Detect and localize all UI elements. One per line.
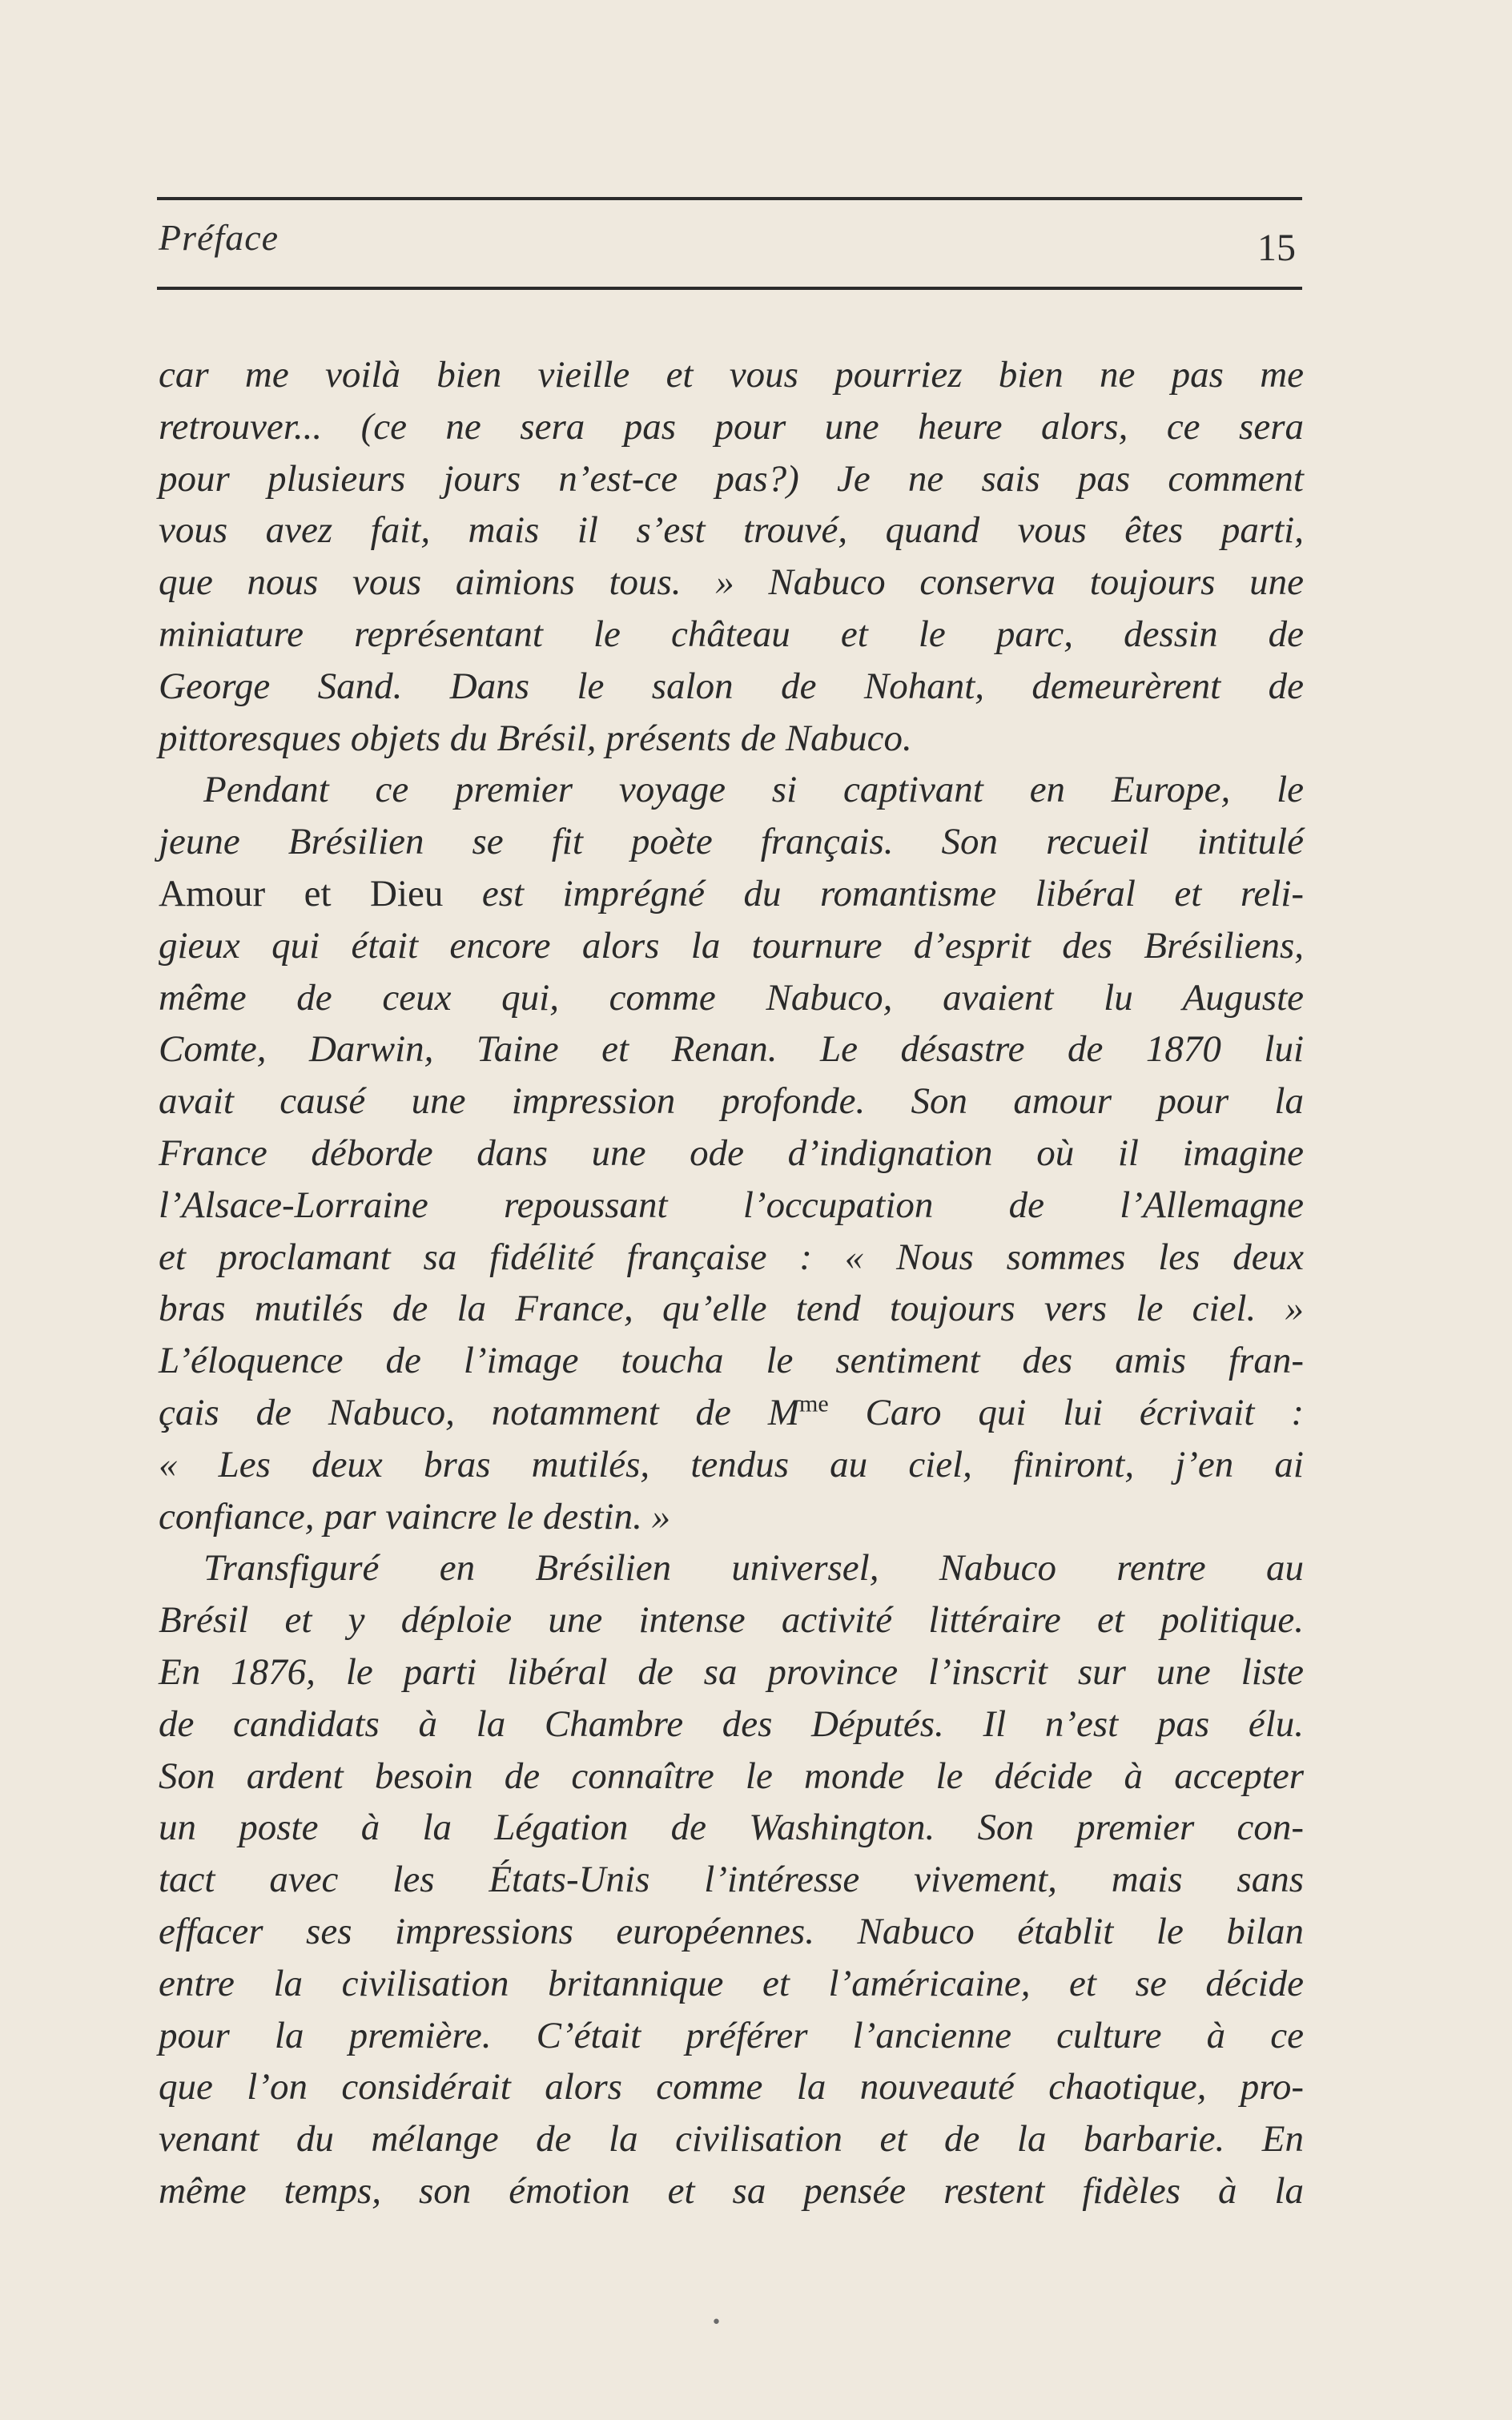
text-line <box>159 1491 1304 1543</box>
line-segment: Pendant ce premier voyage si captivant en Europe, le <box>203 769 1304 811</box>
line-segment: pittoresques objets du Brésil, présents de Nabuco. <box>159 717 912 759</box>
line-segment: retrouver... (ce ne sera pas pour une heure alors, ce sera <box>159 405 1304 448</box>
text-line <box>159 764 1304 816</box>
line-segment: En 1876, le parti libéral de sa province l’inscrit sur une liste <box>159 1650 1304 1693</box>
line-segment: effacer ses impressions européennes. Nabuco établit le bilan <box>159 1910 1304 1952</box>
text-line <box>159 1854 1304 1906</box>
text-line <box>159 1594 1304 1646</box>
line-segment: Son ardent besoin de connaître le monde le décide à accepter <box>159 1755 1304 1797</box>
text-line <box>159 1542 1304 1594</box>
text-line <box>159 661 1304 713</box>
page-number: 15 <box>1257 227 1296 269</box>
line-segment: un poste à la Légation de Washington. Son premier con- <box>159 1807 1304 1849</box>
line-segment: Transfiguré en Brésilien universel, Nabuco rentre au <box>203 1547 1304 1590</box>
text-line <box>159 505 1304 557</box>
header-bottom-rule <box>157 287 1302 290</box>
text-line <box>159 1023 1304 1075</box>
line-segment: de candidats à la Chambre des Députés. Il n’est pas élu. <box>159 1702 1304 1745</box>
line-segment: gieux qui était encore alors la tournure d’esprit des Brésiliens, <box>159 924 1304 967</box>
text-line <box>159 1958 1304 2010</box>
text-line <box>159 609 1304 661</box>
title-upright-text: Amour et Dieu <box>159 872 444 915</box>
text-line <box>159 713 1304 765</box>
line-segment: Comte, Darwin, Taine et Renan. Le désastre de 1870 lui <box>159 1028 1304 1071</box>
text-line <box>159 453 1304 505</box>
text-line <box>159 401 1304 453</box>
line-segment: Brésil et y déploie une intense activité littéraire et politique. <box>159 1599 1304 1642</box>
text-line <box>159 2061 1304 2113</box>
text-line <box>159 1387 1304 1439</box>
line-segment: George Sand. Dans le salon de Nohant, demeurèrent de <box>159 665 1304 707</box>
line-segment: pour la première. C’était préférer l’ancienne culture à ce <box>159 2014 1304 2056</box>
line-segment: çais de Nabuco, notamment de M <box>159 1391 799 1433</box>
text-line <box>159 920 1304 972</box>
line-segment: « Les deux bras mutilés, tendus au ciel, finiront, j’en ai <box>159 1443 1304 1485</box>
line-segment: venant du mélange de la civilisation et de la barbarie. En <box>159 2118 1304 2161</box>
text-line <box>159 2165 1304 2217</box>
line-segment: tact avec les États-Unis l’intéresse vivement, mais sans <box>159 1859 1304 1901</box>
text-line <box>159 1075 1304 1128</box>
line-segment: bras mutilés de la France, qu’elle tend toujours vers le ciel. » <box>159 1288 1304 1330</box>
line-segment: L’éloquence de l’image toucha le sentiment des amis fran- <box>159 1340 1304 1382</box>
line-segment: confiance, par vaincre le destin. » <box>159 1495 671 1538</box>
line-segment: avait causé une impression profonde. Son amour pour la <box>159 1080 1304 1123</box>
line-segment: l’Alsace-Lorraine repoussant l’occupation de l’Allemagne <box>159 1184 1304 1226</box>
text-line <box>159 1698 1304 1751</box>
text-line <box>159 1283 1304 1335</box>
header-top-rule <box>157 197 1302 200</box>
line-segment: même temps, son émotion et sa pensée restent fidèles à la <box>159 2169 1304 2212</box>
line-segment: miniature représentant le château et le parc, dessin de <box>159 613 1304 655</box>
line-segment: Caro qui lui écrivait : <box>828 1391 1304 1433</box>
body-text <box>159 349 1304 2217</box>
line-segment: et proclamant sa fidélité française : « Nous sommes les deux <box>159 1236 1304 1278</box>
line-segment: jeune Brésilien se fit poète français. Son recueil intitulé <box>159 821 1304 863</box>
line-segment: car me voilà bien vieille et vous pourriez bien ne pas me <box>159 354 1304 396</box>
text-line <box>159 1128 1304 1180</box>
text-line <box>159 349 1304 401</box>
line-segment: même de ceux qui, comme Nabuco, avaient lu Auguste <box>159 976 1304 1019</box>
text-line <box>159 1906 1304 1958</box>
line-segment: entre la civilisation britannique et l’américaine, et se décide <box>159 1962 1304 2004</box>
text-line <box>159 868 1304 920</box>
line-segment: vous avez fait, mais il s’est trouvé, quand vous êtes parti, <box>159 509 1304 552</box>
text-line <box>159 557 1304 609</box>
line-segment: pour plusieurs jours n’est-ce pas?) Je ne sais pas comment <box>159 457 1304 500</box>
bottom-mark: • <box>711 2313 722 2333</box>
text-line <box>159 1335 1304 1387</box>
line-segment: France déborde dans une ode d’indignation où il imagine <box>159 1132 1304 1174</box>
line-segment: que nous vous aimions tous. » Nabuco conserva toujours une <box>159 561 1304 604</box>
text-line <box>159 2113 1304 2165</box>
line-segment: est imprégné du romantisme libéral et reli- <box>443 872 1304 915</box>
text-line <box>159 1646 1304 1698</box>
running-head: Préface <box>159 217 279 258</box>
superscript-text: me <box>798 1390 829 1417</box>
text-line <box>159 1439 1304 1491</box>
line-segment: que l’on considérait alors comme la nouveauté chaotique, pro- <box>159 2066 1304 2108</box>
text-line <box>159 2010 1304 2062</box>
text-line <box>159 1180 1304 1232</box>
text-line <box>159 1751 1304 1803</box>
text-line <box>159 1232 1304 1284</box>
text-line <box>159 816 1304 868</box>
text-line <box>159 1802 1304 1854</box>
text-line <box>159 972 1304 1024</box>
